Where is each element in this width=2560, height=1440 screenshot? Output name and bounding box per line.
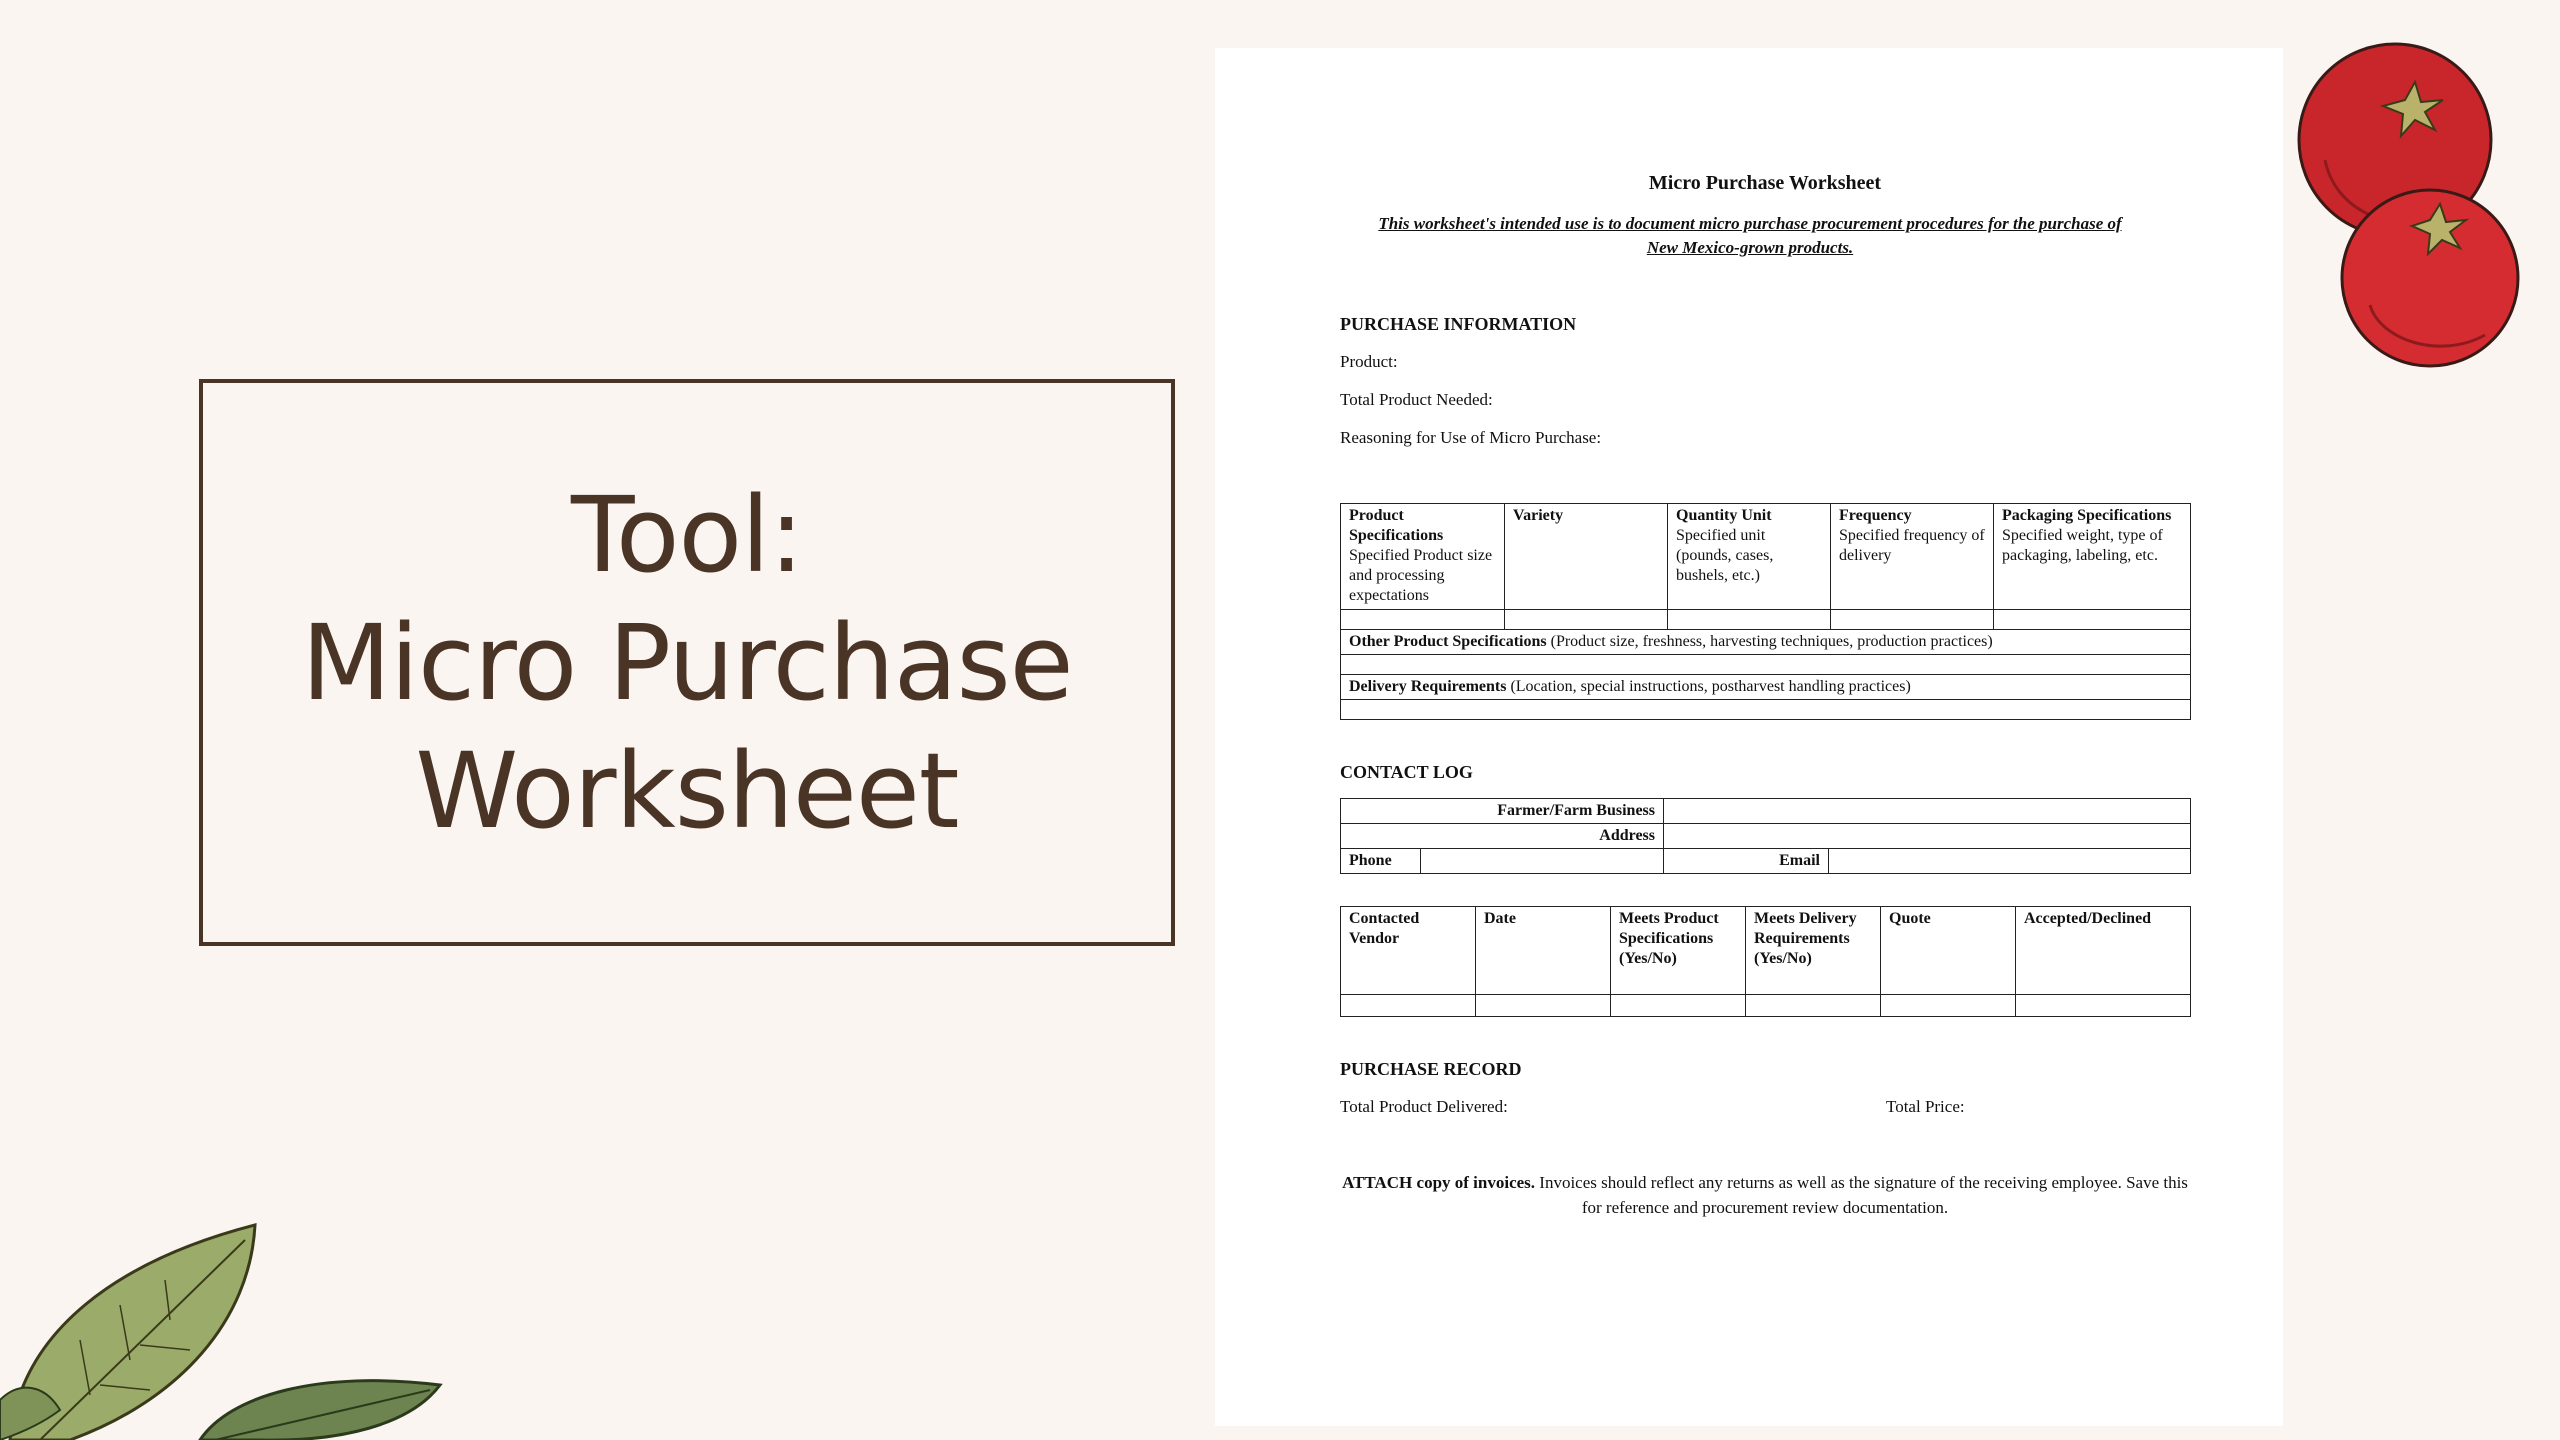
farmer-input[interactable] — [1664, 799, 2191, 824]
phone-label: Phone — [1341, 849, 1421, 874]
worksheet-subtitle: This worksheet's intended use is to document micro purchase procurement procedures for the purchase of New Mexico-grown products. — [1378, 214, 2122, 257]
vendor-col-quote: Quote — [1881, 907, 2016, 995]
spec-col-frequency: Frequency Specified frequency of delivery — [1831, 504, 1994, 610]
slide-title-line2: Micro Purchase — [301, 601, 1073, 724]
slide-title-line1: Tool: — [570, 473, 804, 596]
spec-col-variety: Variety — [1505, 504, 1668, 610]
other-specs-row: Other Product Specifications (Product size, freshness, harvesting techniques, production practices) — [1341, 630, 2191, 655]
vendor-empty-cell[interactable] — [1341, 995, 1476, 1017]
contact-table — [1340, 798, 2191, 874]
farmer-label: Farmer/Farm Business — [1341, 799, 1664, 824]
invoice-note: ATTACH copy of invoices. Invoices should reflect any returns as well as the signature of the receiving employee. Save this for reference and procurement review documentation. — [1342, 1173, 2188, 1217]
slide-title-box — [199, 379, 1175, 946]
spec-empty-cell[interactable] — [1831, 610, 1994, 630]
vendor-col-accepted: Accepted/Declined — [2016, 907, 2191, 995]
spec-empty-cell[interactable] — [1341, 610, 1505, 630]
vendor-empty-cell[interactable] — [1746, 995, 1881, 1017]
spec-empty-cell[interactable] — [1668, 610, 1831, 630]
other-specs-input[interactable] — [1341, 655, 2191, 675]
spec-empty-cell[interactable] — [1505, 610, 1668, 630]
vendor-col-delivery-reqs: Meets Delivery Requirements (Yes/No) — [1746, 907, 1881, 995]
address-input[interactable] — [1664, 824, 2191, 849]
spec-table — [1340, 503, 2191, 720]
vendor-empty-cell[interactable] — [1611, 995, 1746, 1017]
vendor-col-date: Date — [1476, 907, 1611, 995]
purchase-info-heading: PURCHASE INFORMATION — [1340, 314, 1577, 334]
contact-log-heading: CONTACT LOG — [1340, 762, 1473, 782]
tomato-icon — [2280, 40, 2560, 370]
slide-title-line3: Worksheet — [415, 729, 959, 852]
vendor-empty-cell[interactable] — [1476, 995, 1611, 1017]
reasoning-field: Reasoning for Use of Micro Purchase: — [1340, 428, 1602, 447]
delivery-req-row: Delivery Requirements (Location, special instructions, postharvest handling practices) — [1341, 675, 2191, 700]
purchase-record-heading: PURCHASE RECORD — [1340, 1059, 1522, 1079]
spec-empty-cell[interactable] — [1994, 610, 2191, 630]
vendor-empty-cell[interactable] — [2016, 995, 2191, 1017]
vendor-table — [1340, 906, 2191, 1017]
email-input[interactable] — [1829, 849, 2191, 874]
vendor-col-contacted: Contacted Vendor — [1341, 907, 1476, 995]
phone-input[interactable] — [1421, 849, 1664, 874]
total-price-field: Total Price: — [1886, 1097, 1965, 1116]
spec-col-packaging: Packaging Specifications Specified weight, type of packaging, labeling, etc. — [1994, 504, 2191, 610]
vendor-col-product-specs: Meets Product Specifications (Yes/No) — [1611, 907, 1746, 995]
total-delivered-field: Total Product Delivered: — [1340, 1097, 1508, 1116]
spec-col-product: Product Specifications Specified Product size and processing expectations — [1341, 504, 1505, 610]
total-needed-field: Total Product Needed: — [1340, 390, 1493, 409]
leaf-icon — [0, 1210, 450, 1440]
email-label: Email — [1664, 849, 1829, 874]
vendor-empty-cell[interactable] — [1881, 995, 2016, 1017]
product-field: Product: — [1340, 352, 1398, 371]
address-label: Address — [1341, 824, 1664, 849]
spec-col-quantity: Quantity Unit Specified unit (pounds, cases, bushels, etc.) — [1668, 504, 1831, 610]
worksheet-title: Micro Purchase Worksheet — [1648, 172, 1882, 194]
delivery-req-input[interactable] — [1341, 700, 2191, 720]
